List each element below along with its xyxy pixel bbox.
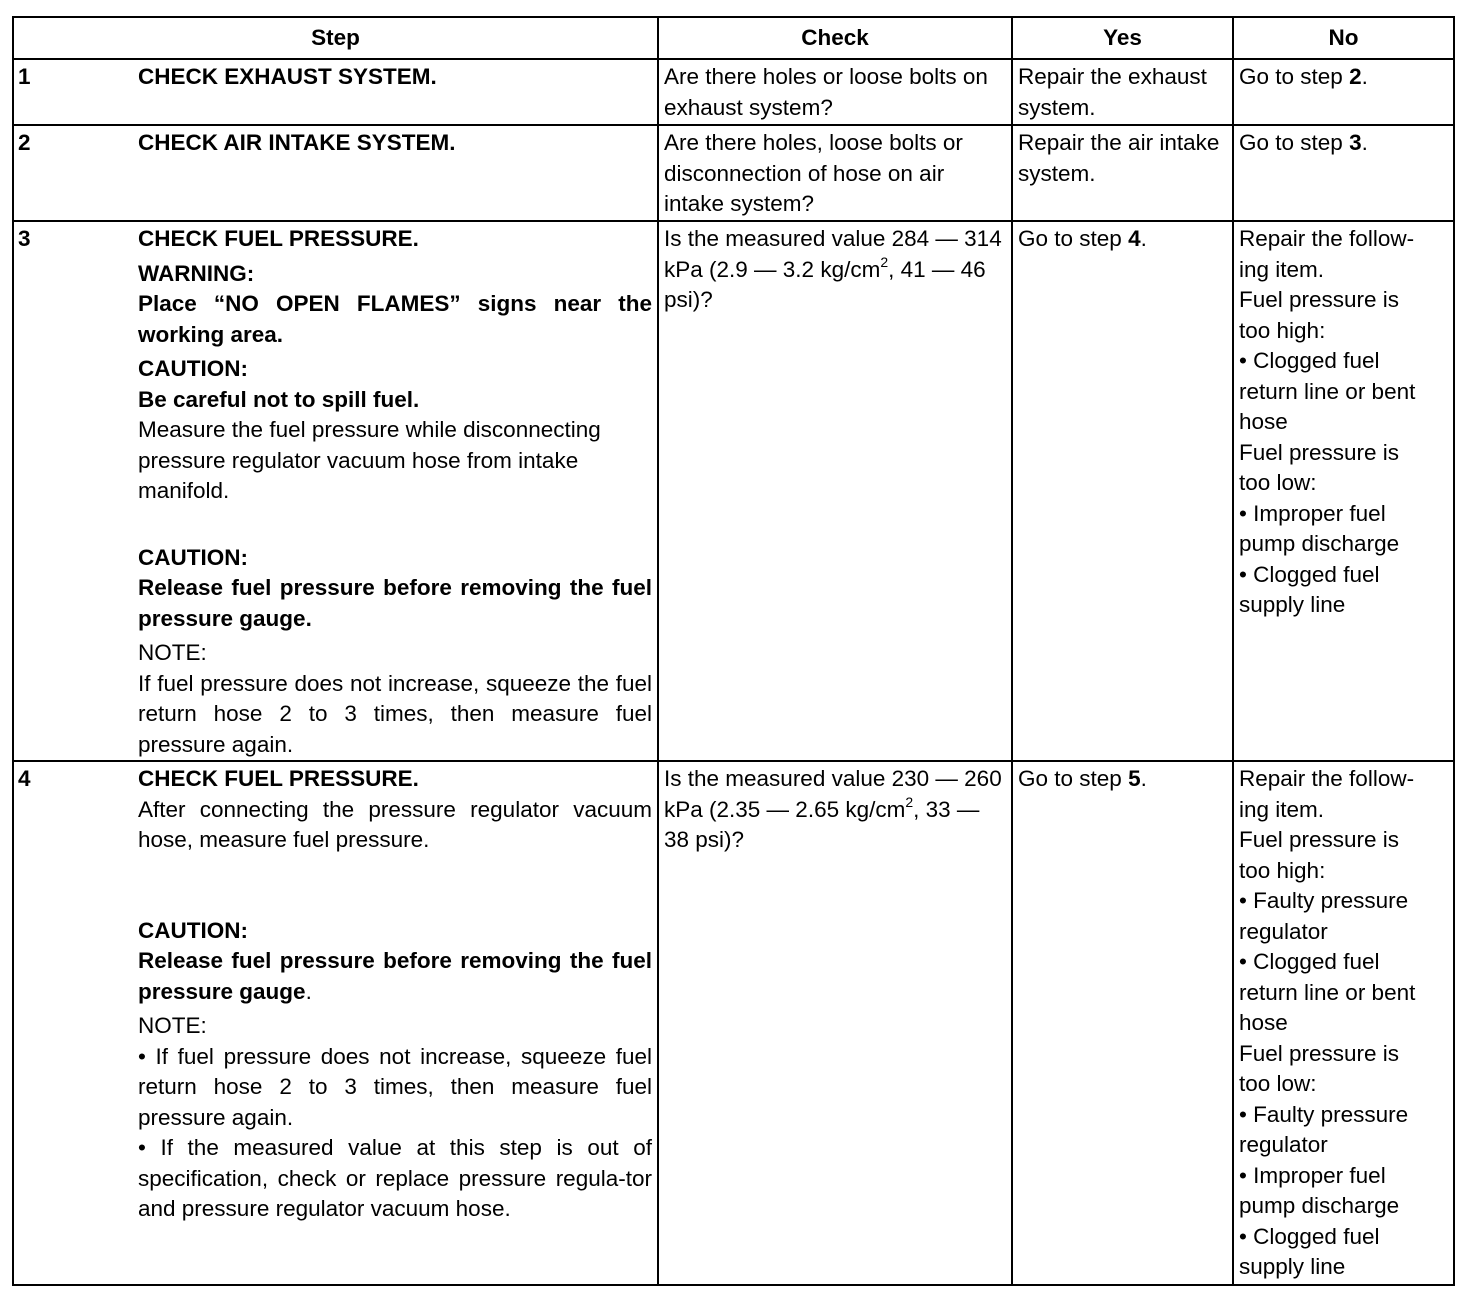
caution-text: Release fuel pressure before removing the fuel pressure gauge [138,948,652,1004]
check-text-end: , 41 — 46 psi)? [664,256,986,312]
no-line: Fuel pressure is [1239,827,1400,852]
step-number: 2 [18,130,31,155]
no-suffix: . [1361,130,1368,155]
yes-suffix: . [1140,226,1147,251]
yes-cell [1012,761,1233,1285]
no-cell [1233,221,1454,761]
no-line: • Faulty pressure [1239,888,1409,913]
caution-label: CAUTION: [138,917,248,943]
step-instructions: After connecting the pressure regulator vacuum hose, measure fuel pressure. [138,796,652,852]
check-text-end: , 33 — 38 psi)? [664,796,980,852]
no-line: • Clogged fuel [1239,1223,1380,1249]
no-line: too high: [1239,317,1326,343]
no-line: • Clogged fuel [1239,949,1380,974]
step-instructions: Measure the fuel pressure while disconnecting pressure regulator vacuum hose from intake manifold. [138,417,601,503]
step-cell [13,221,658,761]
check-text: Is the measured value 284 — 314 kPa (2.9 — 3.2 kg/cm [664,226,1002,282]
check-cell [658,221,1012,761]
note-item: • If fuel pressure does not increase, squeeze fuel return hose 2 to 3 times, then measure fuel pressure again. [138,1043,652,1130]
no-line: ing item. [1239,256,1325,282]
step-content [138,224,652,760]
no-line: • Improper fuel [1239,500,1386,526]
caution-text: Be careful not to spill fuel. [138,386,420,412]
table-row [13,221,1454,761]
note-label: NOTE: [138,1013,207,1038]
note-label: NOTE: [138,640,207,665]
yes-text: Go to step [1018,766,1129,791]
no-line: return line or bent [1239,378,1416,404]
warning-label: WARNING: [138,260,255,286]
table-row [13,125,1454,221]
header-check: Check [658,17,1012,59]
yes-suffix: . [1140,766,1147,791]
caution-label: CAUTION: [138,544,248,570]
table-row [13,59,1454,125]
no-line: pump discharge [1239,531,1400,556]
caution-period: . [305,978,312,1004]
check-superscript: 2 [905,793,914,810]
no-line: hose [1239,409,1288,434]
no-line: • Clogged fuel [1239,561,1380,587]
step-title: CHECK EXHAUST SYSTEM. [138,64,437,89]
check-superscript: 2 [880,253,889,270]
check-cell [658,761,1012,1285]
check-cell: Are there holes or loose bolts on exhaust system? [658,59,1012,125]
note-item: • If the measured value at this step is out of specification, check or replace pressure regula-tor and pressure regulator vacuum hose. [138,1135,652,1221]
step-cell [13,59,658,125]
no-suffix: . [1361,64,1368,89]
no-line: Fuel pressure is [1239,439,1400,465]
step-title: CHECK AIR INTAKE SYSTEM. [138,130,456,155]
header-row [13,17,1454,59]
no-line: • Faulty pressure [1239,1101,1409,1127]
no-line: • Improper fuel [1239,1162,1386,1188]
no-line: Repair the follow- [1239,226,1415,251]
table-row [13,761,1454,1285]
no-line: regulator [1239,918,1328,944]
caution-label: CAUTION: [138,356,248,381]
no-line: too low: [1239,1071,1317,1096]
step-number: 1 [18,64,31,89]
note-text: If fuel pressure does not increase, squeeze the fuel return hose 2 to 3 times, then measure fuel pressure again. [138,670,652,757]
no-line: hose [1239,1010,1288,1035]
no-line: pump discharge [1239,1193,1400,1218]
no-list [1239,764,1448,1283]
header-no: No [1233,17,1454,59]
step-cell [13,125,658,221]
no-text: Go to step [1239,64,1350,89]
no-text: Go to step [1239,130,1350,155]
no-cell [1233,761,1454,1285]
yes-cell: Repair the exhaust system. [1012,59,1233,125]
yes-step-ref: 5 [1128,766,1141,791]
no-line: Fuel pressure is [1239,1040,1400,1066]
step-content [138,764,652,1225]
yes-text: Go to step [1018,226,1129,251]
step-cell [13,761,658,1285]
no-step-ref: 3 [1349,130,1362,155]
caution-text-wrap [138,946,652,1007]
no-step-ref: 2 [1349,64,1362,89]
check-text: Is the measured value 230 — 260 kPa (2.35 — 2.65 kg/cm [664,766,1002,822]
yes-cell [1012,221,1233,761]
check-cell: Are there holes, loose bolts or disconnection of hose on air intake system? [658,125,1012,221]
diagnostic-table [12,16,1455,1286]
no-line: Fuel pressure is [1239,287,1400,312]
caution-text: Release fuel pressure before removing the fuel pressure gauge. [138,575,652,631]
no-line: supply line [1239,1254,1346,1279]
no-list [1239,224,1448,621]
step-number: 3 [18,226,31,251]
header-yes: Yes [1012,17,1233,59]
step-title: CHECK FUEL PRESSURE. [138,766,419,791]
yes-cell: Repair the air intake system. [1012,125,1233,221]
warning-text: Place “NO OPEN FLAMES” signs near the working area. [138,291,652,347]
no-cell [1233,125,1454,221]
no-line: regulator [1239,1132,1328,1157]
no-line: Repair the follow- [1239,766,1415,791]
no-line: too high: [1239,857,1326,883]
step-title: CHECK FUEL PRESSURE. [138,226,419,251]
yes-step-ref: 4 [1128,226,1141,251]
no-line: too low: [1239,470,1317,495]
no-cell [1233,59,1454,125]
step-number: 4 [18,766,31,791]
no-line: • Clogged fuel [1239,348,1380,373]
header-step: Step [13,17,658,59]
no-line: supply line [1239,592,1346,617]
no-line: return line or bent [1239,979,1416,1005]
no-line: ing item. [1239,796,1325,822]
